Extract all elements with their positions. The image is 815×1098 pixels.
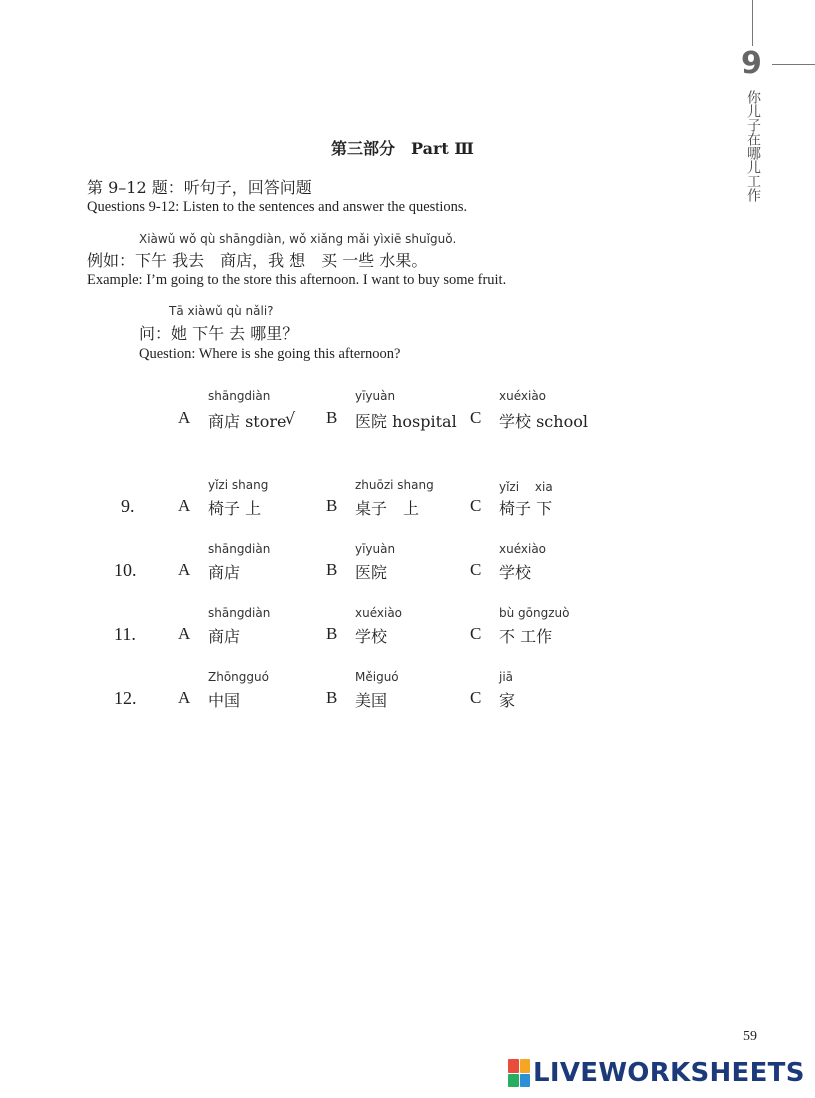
example-en: Example: I’m going to the store this afternoon. I want to buy some fruit. bbox=[87, 272, 507, 288]
option-pinyin: shāngdiàn bbox=[208, 389, 271, 403]
option-c[interactable]: C bbox=[470, 688, 482, 707]
option-text: 不 工作 bbox=[499, 627, 553, 646]
option-b[interactable]: B bbox=[326, 496, 338, 515]
question-number: 9. bbox=[121, 496, 135, 516]
section-title: 第三部分 Part Ⅲ bbox=[331, 139, 474, 158]
option-pinyin: xuéxiào bbox=[499, 389, 547, 403]
option-text: 商店 store bbox=[208, 412, 287, 431]
logo-badge-v bbox=[508, 1074, 519, 1088]
option-pinyin: yīyuàn bbox=[355, 389, 396, 403]
chapter-divider-horizontal bbox=[772, 64, 815, 65]
option-text: 椅子 下 bbox=[499, 499, 553, 518]
option-text: 商店 bbox=[208, 627, 241, 646]
option-b[interactable]: B bbox=[326, 560, 338, 579]
logo-badge-l bbox=[508, 1059, 519, 1073]
chapter-title: 你儿子在哪儿工作 bbox=[745, 90, 761, 202]
question-number: 12. bbox=[114, 688, 137, 708]
option-pinyin: jiā bbox=[499, 670, 514, 684]
option-a[interactable]: A bbox=[178, 688, 191, 707]
example-cn: 例如：下午 我去 商店，我 想 买 一些 水果。 bbox=[87, 251, 428, 270]
question-number: 11. bbox=[114, 624, 136, 644]
chapter-number: 9 bbox=[741, 46, 762, 81]
example-question-cn: 问：她 下午 去 哪里？ bbox=[139, 324, 299, 343]
option-pinyin: xuéxiào bbox=[355, 606, 403, 620]
option-pinyin: Měiguó bbox=[355, 670, 399, 684]
chapter-divider-vertical bbox=[752, 0, 753, 46]
option-text: 桌子 上 bbox=[355, 499, 420, 518]
logo-badge-i bbox=[520, 1059, 531, 1073]
option-text: 商店 bbox=[208, 563, 241, 582]
checkmark-icon: √ bbox=[285, 409, 296, 428]
option-text: 中国 bbox=[208, 691, 241, 710]
option-letter: C bbox=[470, 408, 482, 427]
logo-badge-icon bbox=[508, 1059, 530, 1087]
option-pinyin: Zhōngguó bbox=[208, 670, 269, 684]
option-b[interactable]: B bbox=[326, 688, 338, 707]
option-text: 医院 hospital bbox=[355, 412, 457, 431]
option-pinyin: bù gōngzuò bbox=[499, 606, 570, 620]
example-question-pinyin: Tā xiàwǔ qù nǎli? bbox=[169, 304, 274, 318]
option-pinyin: xuéxiào bbox=[499, 542, 547, 556]
option-pinyin: shāngdiàn bbox=[208, 542, 271, 556]
option-pinyin: yīyuàn bbox=[355, 542, 396, 556]
example-pinyin: Xiàwǔ wǒ qù shāngdiàn, wǒ xiǎng mǎi yìxiē shuǐguǒ. bbox=[139, 232, 457, 246]
option-c[interactable]: C bbox=[470, 496, 482, 515]
instructions-cn: 第 9–12 题：听句子，回答问题 bbox=[87, 178, 312, 197]
option-pinyin: yǐzi shang bbox=[208, 478, 269, 492]
option-pinyin: zhuōzi shang bbox=[355, 478, 434, 492]
question-number: 10. bbox=[114, 560, 137, 580]
option-a[interactable]: A bbox=[178, 496, 191, 515]
option-pinyin: yǐzi xia bbox=[499, 480, 553, 494]
page-number: 59 bbox=[743, 1029, 757, 1044]
option-text: 医院 bbox=[355, 563, 388, 582]
liveworksheets-logo[interactable] bbox=[508, 1058, 805, 1088]
logo-badge-e bbox=[520, 1074, 531, 1088]
option-pinyin: shāngdiàn bbox=[208, 606, 271, 620]
option-b[interactable]: B bbox=[326, 624, 338, 643]
option-text: 美国 bbox=[355, 691, 388, 710]
example-question-en: Question: Where is she going this afternoon? bbox=[139, 346, 401, 362]
option-text: 学校 bbox=[499, 563, 532, 582]
option-text: 学校 school bbox=[499, 412, 588, 431]
option-letter: B bbox=[326, 408, 338, 427]
option-a[interactable]: A bbox=[178, 624, 191, 643]
logo-text: LIVEWORKSHEETS bbox=[533, 1058, 805, 1088]
option-c[interactable]: C bbox=[470, 560, 482, 579]
option-letter: A bbox=[178, 408, 191, 427]
option-c[interactable]: C bbox=[470, 624, 482, 643]
option-text: 家 bbox=[499, 691, 516, 710]
option-text: 学校 bbox=[355, 627, 388, 646]
option-a[interactable]: A bbox=[178, 560, 191, 579]
instructions-en: Questions 9-12: Listen to the sentences and answer the questions. bbox=[87, 199, 468, 215]
option-text: 椅子 上 bbox=[208, 499, 262, 518]
